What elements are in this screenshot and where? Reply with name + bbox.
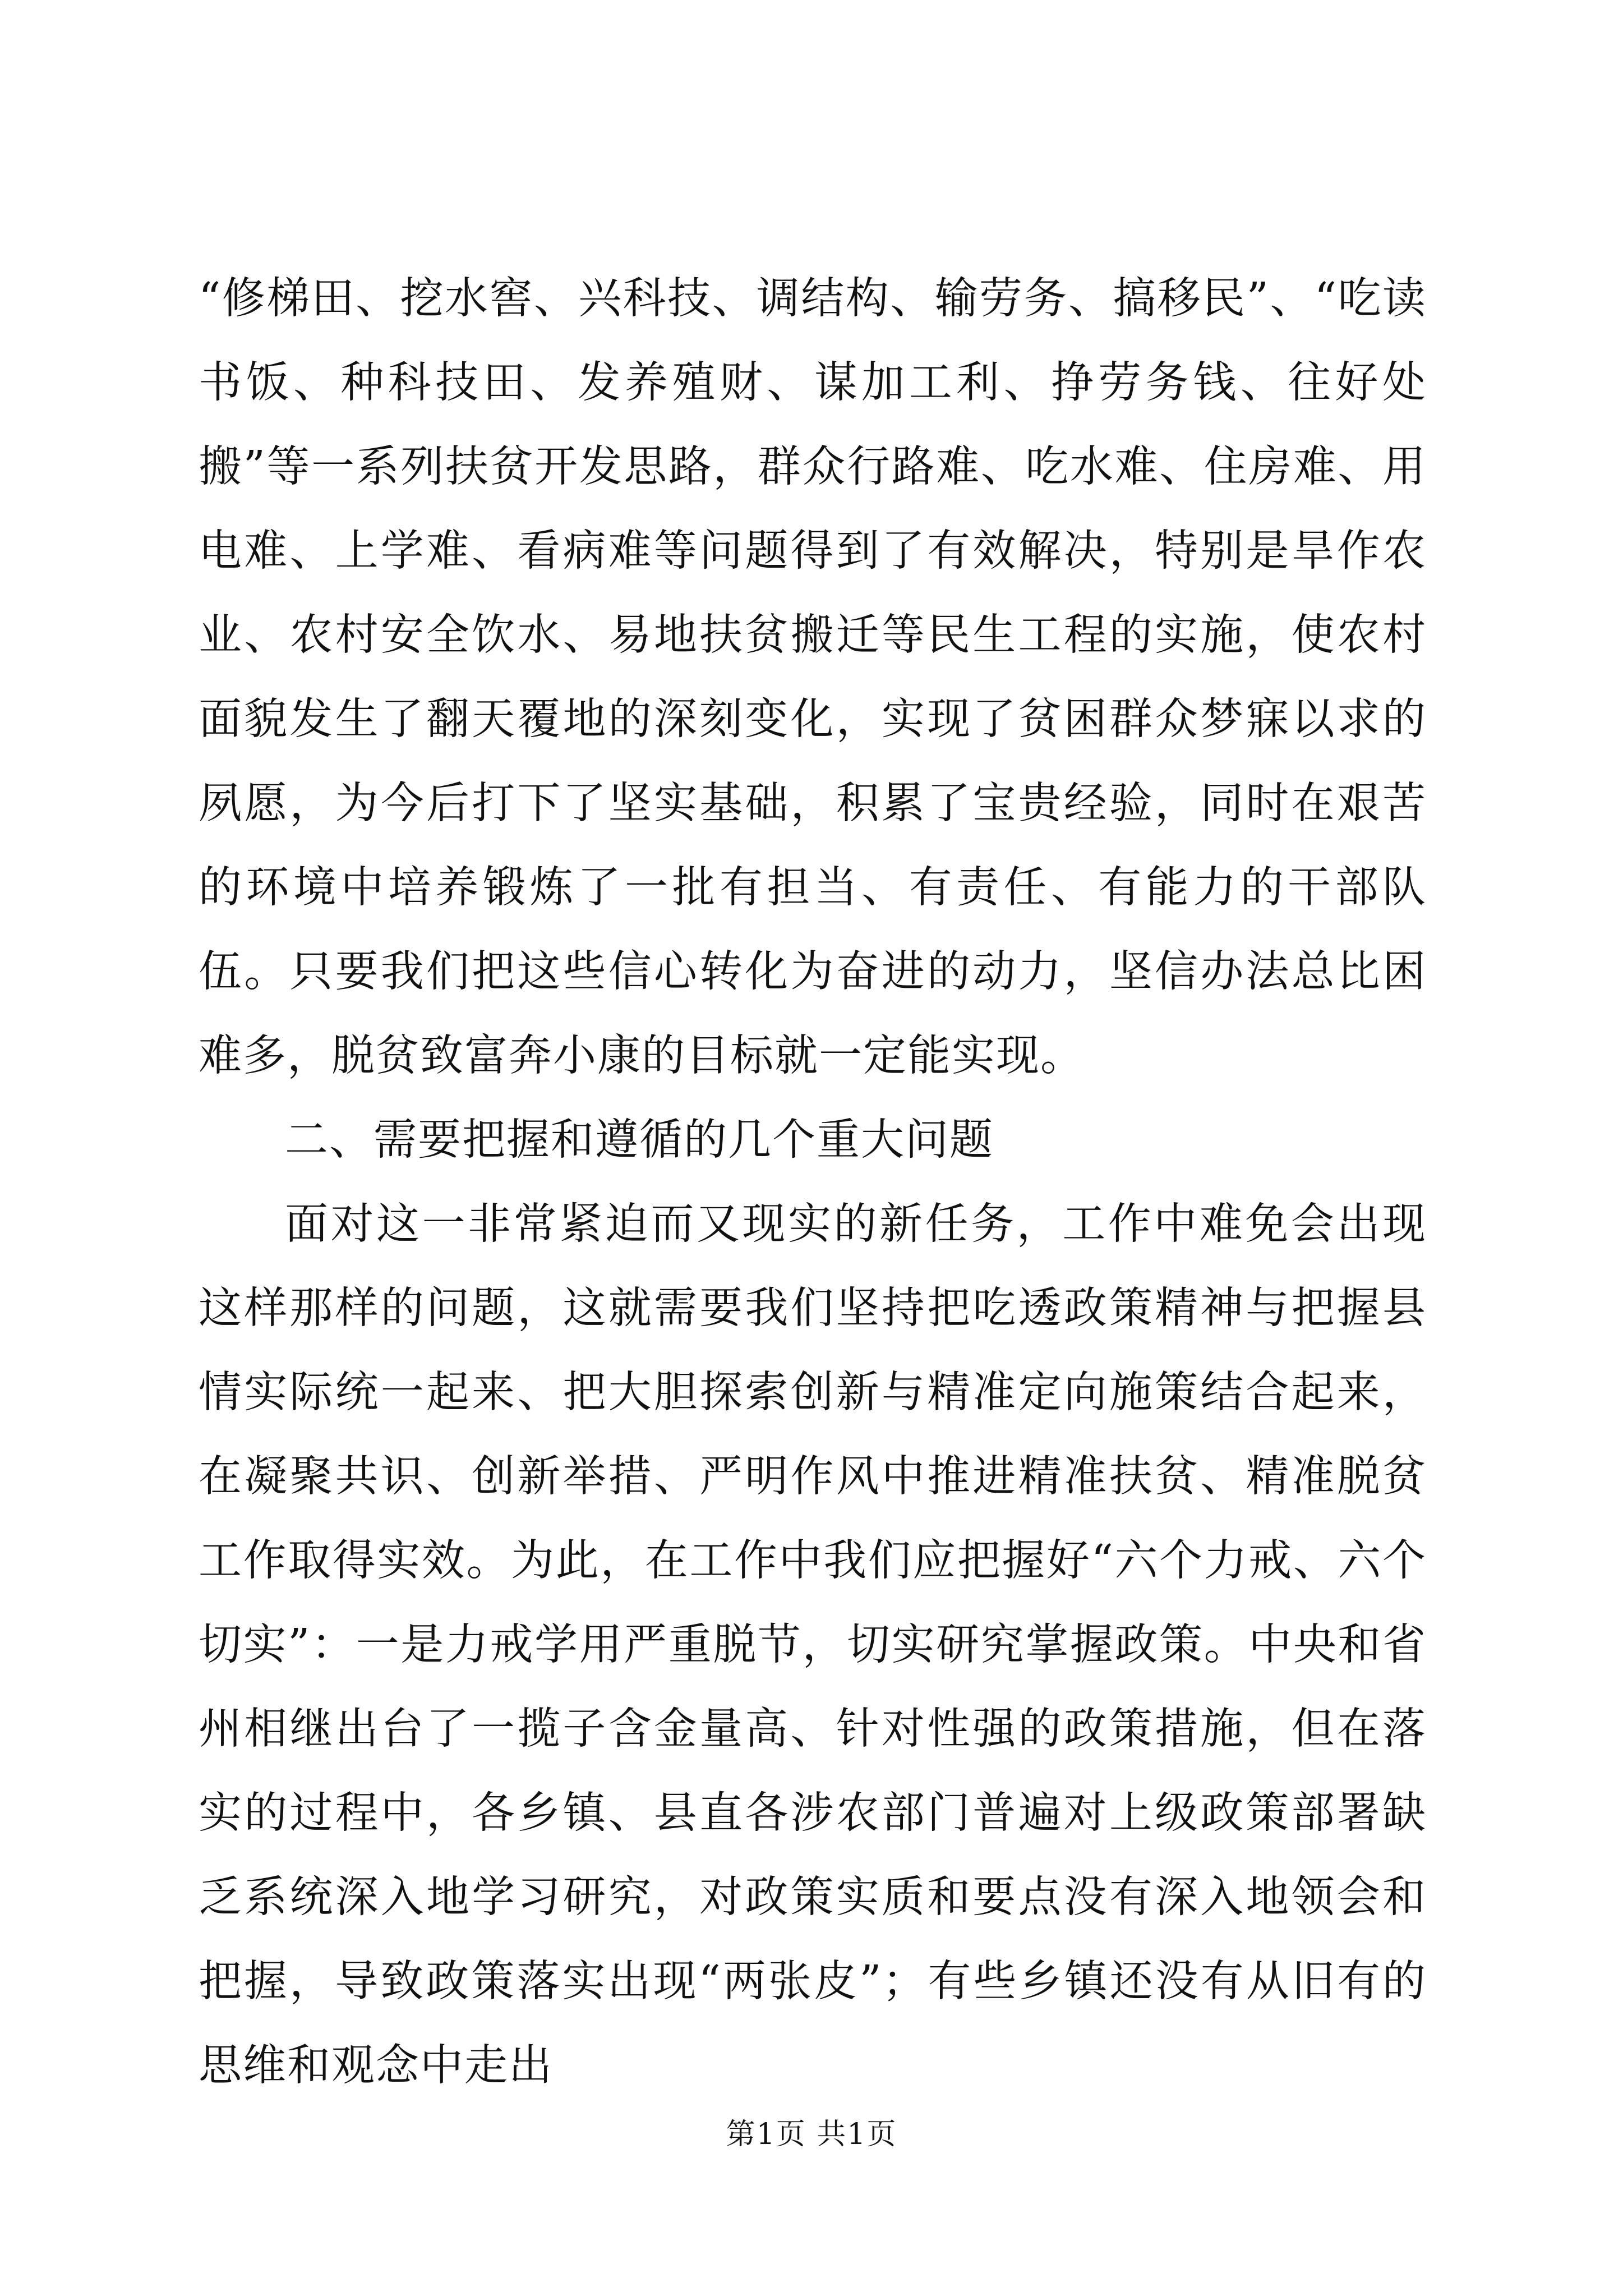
section-heading: 二、需要把握和遵循的几个重大问题 bbox=[285, 1115, 994, 1165]
paragraph-1: “修梯田、挖水窖、兴科技、调结构、输劳务、搞移民”、“吃读书饭、种科技田、发养殖财、谋加工利、挣劳务钱、往好处搬”等一系列扶贫开发思路，群众行路难、吃水难、住房难、用电难、上学难、看病难等问题得到了有效解决，特别是旱作农业、农村安全饮水、易地扶贫搬迁等民生工程的实施，使农村面貌发生了翻天覆地的深刻变化，实现了贫困群众梦寐以求的夙愿，为今后打下了坚实基础，积累了宝贵经验，同时在艰苦的环境中培养锻炼了一批有担当、有责任、有能力的干部队伍。只要我们把这些信心转化为奋进的动力，坚信办法总比困难多，脱贫致富奔小康的目标就一定能实现。 bbox=[199, 274, 1427, 1081]
page-footer: 第1页 共1页 bbox=[726, 2118, 897, 2151]
paragraph-2: 面对这一非常紧迫而又现实的新任务，工作中难免会出现这样那样的问题，这就需要我们坚持把吃透政策精神与把握县情实际统一起来、把大胆探索创新与精准定向施策结合起来，在凝聚共识、创新举措、严明作风中推进精准扶贫、精准脱贫工作取得实效。为此，在工作中我们应把握好“六个力戒、六个切实”：一是力戒学用严重脱节，切实研究掌握政策。中央和省州相继出台了一揽子含金量高、针对性强的政策措施，但在落实的过程中，各乡镇、县直各涉农部门普遍对上级政策部署缺乏系统深入地学习研究，对政策实质和要点没有深入地领会和把握，导致政策落实出现“两张皮”；有些乡镇还没有从旧有的思维和观念中走出 bbox=[199, 1199, 1427, 2091]
document-body bbox=[199, 257, 1427, 2108]
